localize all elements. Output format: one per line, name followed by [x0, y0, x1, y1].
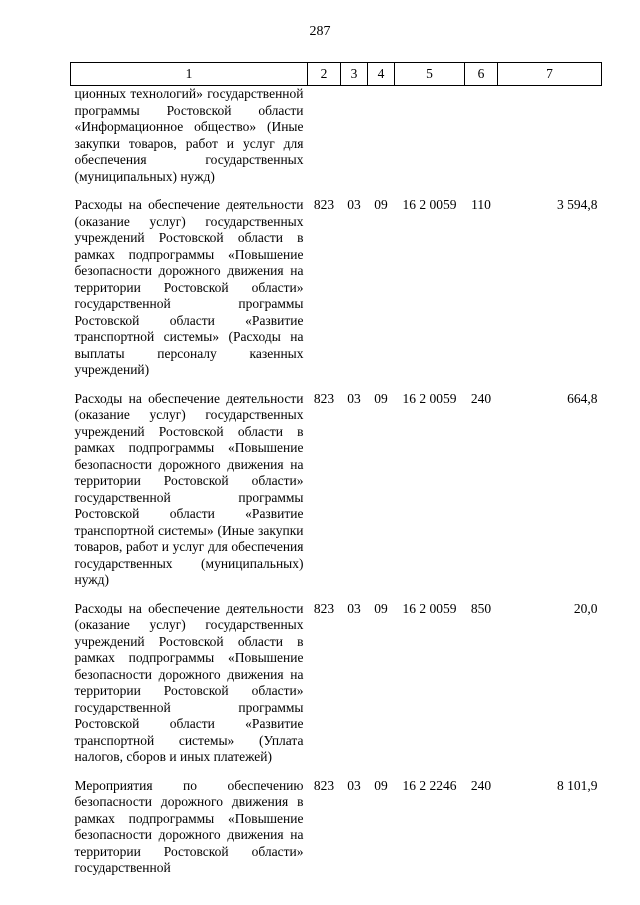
- header-col-5: 5: [395, 63, 465, 86]
- row-ministry: 823: [313, 600, 335, 616]
- row-section: 03: [347, 197, 361, 212]
- table-row: [71, 197, 602, 391]
- table-row: [71, 86, 602, 198]
- header-col-7: 7: [498, 63, 602, 86]
- row-ministry: [308, 86, 341, 198]
- row-target-article: 16 2 0059: [402, 390, 457, 406]
- row-description: Расходы на обеспечение деятельности (оказание услуг) государственных учреждений Ростовской области в рамках подпрограммы «Повышение безопасности дорожного движения на территории Ростовской области» государственной программы Ростовской области «Развитие транспортной системы» (Иные закупки товаров, работ и услуг для обеспечения государственных (муниципальных) нужд): [74, 390, 304, 587]
- table-row: [71, 601, 602, 778]
- row-amount: 20,0: [573, 600, 598, 616]
- row-target-article: [395, 86, 465, 198]
- header-col-2: 2: [308, 63, 341, 86]
- table-row: [71, 391, 602, 601]
- row-subsection: 09: [374, 600, 388, 616]
- budget-table: [70, 62, 602, 889]
- row-section: [341, 86, 368, 198]
- row-ministry: 823: [313, 390, 335, 406]
- row-ministry: 823: [313, 197, 335, 212]
- row-description: Расходы на обеспечение деятельности (оказание услуг) государственных учреждений Ростовской области в рамках подпрограммы «Повышение безопасности дорожного движения на территории Ростовской области» государственной программы Ростовской области «Развитие транспортной системы» (Уплата налогов, сборов и иных платежей): [74, 600, 304, 764]
- row-expense-type: 110: [471, 197, 491, 212]
- table-row: [71, 778, 602, 889]
- row-ministry: 823: [313, 777, 335, 793]
- header-col-6: 6: [465, 63, 498, 86]
- header-col-4: 4: [368, 63, 395, 86]
- row-target-article: 16 2 0059: [402, 600, 457, 616]
- row-subsection: 09: [374, 777, 388, 793]
- header-col-3: 3: [341, 63, 368, 86]
- row-description: Мероприятия по обеспечению безопасности дорожного движения в рамках подпрограммы «Повышение безопасности дорожного движения на территории Ростовской области» государственной: [74, 777, 304, 875]
- row-subsection: 09: [374, 390, 388, 406]
- row-description: Расходы на обеспечение деятельности (оказание услуг) государственных учреждений Ростовской области в рамках подпрограммы «Повышение безопасности дорожного движения на территории Ростовской области» государственной программы Ростовской области «Развитие транспортной системы» (Расходы на выплаты персоналу казенных учреждений): [74, 197, 304, 377]
- row-amount: 664,8: [567, 390, 598, 406]
- page-number: 287: [309, 24, 331, 39]
- row-target-article: 16 2 2246: [402, 777, 457, 793]
- header-row: [71, 63, 602, 86]
- row-amount: 8 101,9: [557, 777, 598, 793]
- row-section: 03: [347, 600, 361, 616]
- row-target-article: 16 2 0059: [402, 197, 457, 212]
- table-header: [71, 63, 602, 86]
- row-expense-type: [465, 86, 498, 198]
- row-expense-type: 240: [470, 777, 492, 793]
- row-amount: [498, 86, 602, 198]
- header-col-1: 1: [71, 63, 308, 86]
- row-expense-type: 850: [470, 600, 492, 616]
- row-section: 03: [347, 777, 361, 793]
- row-subsection: 09: [374, 197, 388, 212]
- row-expense-type: 240: [470, 390, 492, 406]
- row-section: 03: [347, 390, 361, 406]
- row-amount: 3 594,8: [557, 197, 598, 212]
- row-subsection: [368, 86, 395, 198]
- row-description: ционных технологий» государственной программы Ростовской области «Информационное общество» (Иные закупки товаров, работ и услуг для обеспечения государственных (муниципальных) нужд): [74, 86, 304, 184]
